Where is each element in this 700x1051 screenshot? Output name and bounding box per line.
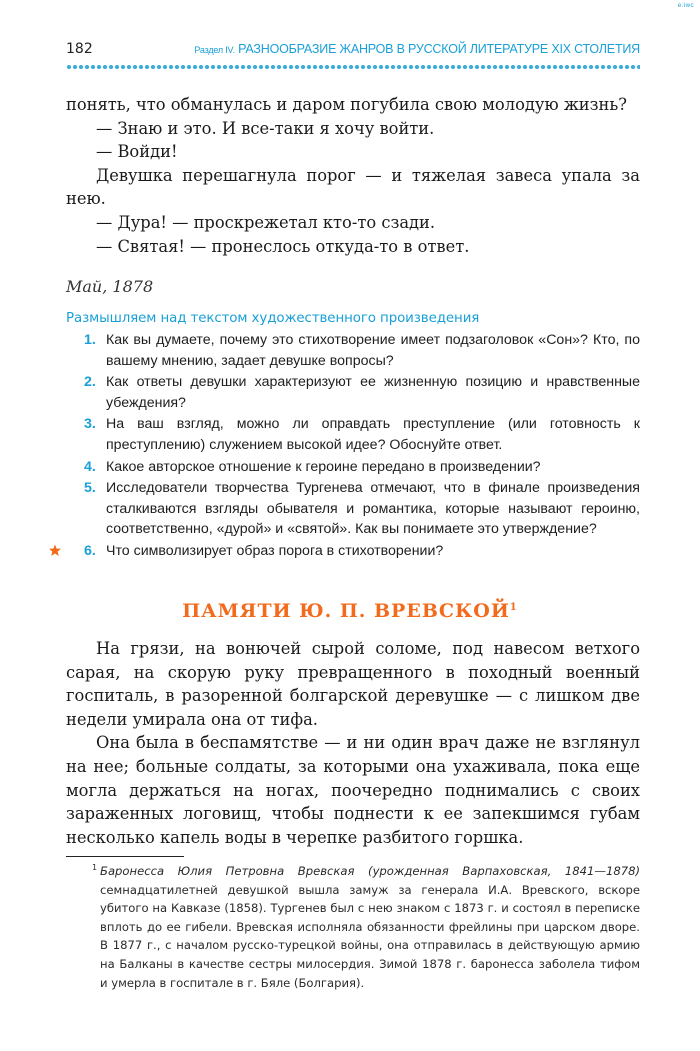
question-number: 2. <box>84 374 96 391</box>
page-header <box>66 41 640 57</box>
question-text: Как вы думаете, почему это стихотворение имеет подзаголовок «Сон»? Кто, по вашему мнению, задает девушке вопросы? <box>106 332 640 369</box>
poem-paragraph: Она была в беспамятстве — и ни один врач даже не взглянул на нее; больные солдаты, за которыми она ухаживала, пока еще могла держаться на ногах, поочередно поднимались с своих зараженных логовищ, чтобы поднести к ее запекшимся губам несколько капель воды в черепке разбитого горшка. <box>66 733 640 847</box>
poem-title-text: ПАМЯТИ Ю. П. ВРЕВСКОЙ <box>182 600 510 622</box>
question-text: На ваш взгляд, можно ли оправдать преступление (или готовность к преступлению) служением высокой идее? Обоснуйте ответ. <box>106 416 640 453</box>
question-item <box>66 372 640 413</box>
poem-line: — Святая! — пронеслось откуда-то в ответ. <box>96 236 470 256</box>
poem-line: Девушка перешагнула порог — и тяжелая завеса упала за нею. <box>66 165 640 209</box>
question-text: Исследователи творчества Тургенева отмечают, что в финале произведения сталкиваются взгляды обывателя и романтика, которые называют героиню, соответственно, «дурой» и «святой». Как вы понимаете это утверждение? <box>106 480 640 538</box>
question-number: 5. <box>84 480 96 497</box>
footnote-divider <box>66 856 184 857</box>
poem-line: — Войди! <box>96 142 178 162</box>
question-number: 3. <box>84 416 96 433</box>
questions-list <box>66 330 640 563</box>
footnote-text: семнадцатилетней девушкой вышла замуж за генерала И.А. Вревского, вскоре убитого на Кавказе (1858). Тургенев был с нею знаком с 1873 г. и состоял в переписке вплоть до ее гибели. Вревская исполняла обязанности фрейлины при царском дворе. В 1877 г., с началом русско-турецкой войны, она отправилась в действующую армию на Балканы в качестве сестры милосердия. Зимой 1878 г. баронесса заболела тифом и умерла в госпитале в г. Бяле (Болгария). <box>100 882 640 990</box>
question-number: 6. <box>84 542 96 559</box>
question-number: 1. <box>84 332 96 348</box>
poem-body <box>66 637 640 849</box>
question-item <box>66 414 640 455</box>
poem-line: понять, что обманулась и даром погубила свою молодую жизнь? <box>66 95 627 114</box>
question-number: 4. <box>84 458 96 475</box>
question-text: Как ответы девушки характеризуют ее жизненную позицию и нравственные убеждения? <box>106 374 640 411</box>
footnote-name: Баронесса Юлия Петровна Вревская (урожденная Варпаховская, 1841—1878) <box>100 864 640 878</box>
page-number: 182 <box>66 41 93 57</box>
running-title <box>146 42 640 56</box>
header-ornament-divider <box>66 64 640 70</box>
question-text: Что символизирует образ порога в стихотворении? <box>106 542 444 559</box>
poem-line: — Дура! — проскрежетал кто-то сзади. <box>96 212 436 232</box>
poem-title <box>0 600 700 622</box>
poem-paragraph: На грязи, на вонючей сырой соломе, под навесом ветхого сарая, на скорую руку превращенного в походный военный госпиталь, в разоренной болгарской деревушке — с лишком две недели умирала она от тифа. <box>66 639 640 729</box>
footnote-reference: 1 <box>509 602 518 613</box>
question-text: Какое авторское отношение к героине передано в произведении? <box>106 458 541 475</box>
question-item <box>66 541 640 562</box>
footnote <box>92 862 640 992</box>
questions-heading: Размышляем над текстом художественного произведения <box>66 311 480 326</box>
running-title-text: РАЗНООБРАЗИЕ ЖАНРОВ В РУССКОЙ ЛИТЕРАТУРЕ XIX СТОЛЕТИЯ <box>238 42 640 56</box>
section-prefix: Раздел IV. <box>194 45 235 55</box>
poem-date: Май, 1878 <box>66 277 154 296</box>
corner-mark: e:iwc <box>677 3 694 9</box>
question-item <box>66 330 640 371</box>
question-item <box>66 478 640 540</box>
question-item <box>66 457 640 478</box>
poem-line: — Знаю и это. И все-таки я хочу войти. <box>96 118 435 138</box>
footnote-mark: 1 <box>92 863 98 872</box>
star-icon <box>48 544 62 558</box>
poem-ending <box>66 93 640 258</box>
